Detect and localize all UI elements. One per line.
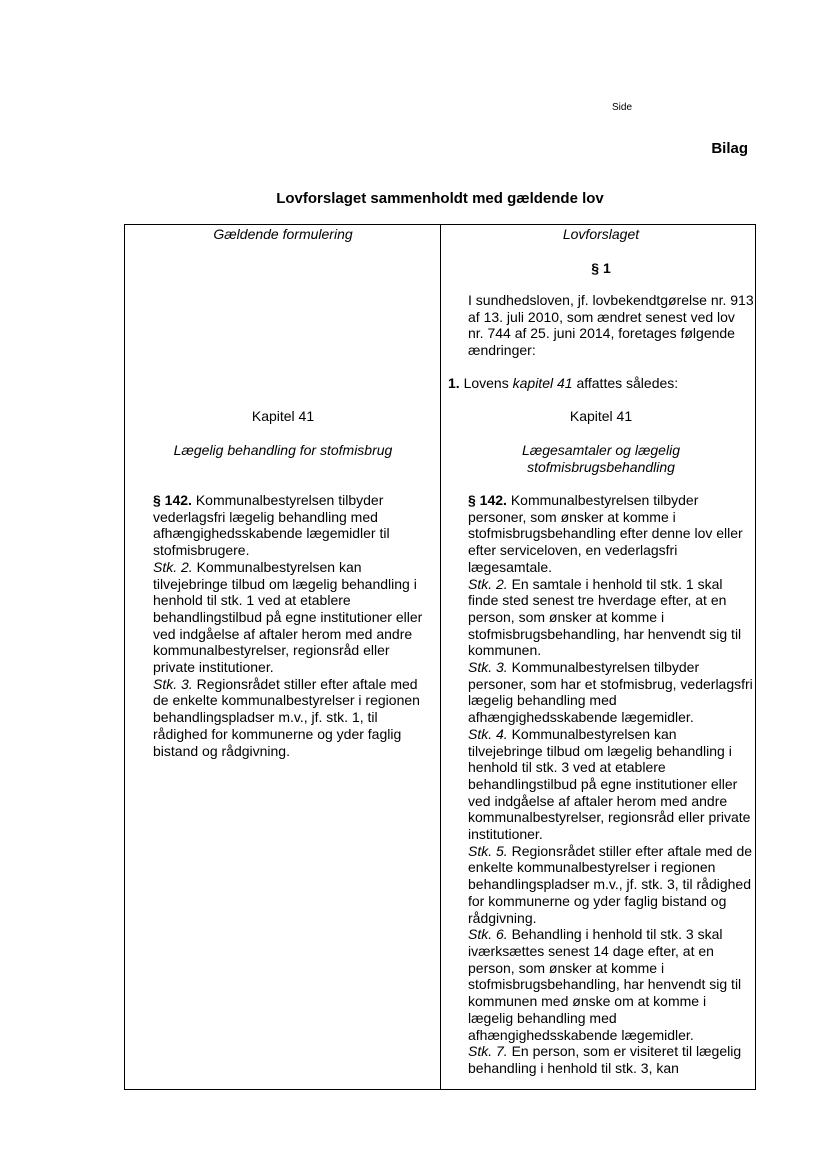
right-stk6-paragraph [448, 926, 754, 1043]
left-stk2-label: Stk. 2. [153, 558, 193, 575]
bill-item-1-pre: Lovens [459, 375, 513, 391]
right-s142-paragraph [448, 492, 754, 576]
bill-item-1-number: 1. [448, 375, 460, 391]
right-s142-text: Kommunalbestyrelsen tilbyder personer, som ønsker at komme i stofmisbrugsbehandling efter denne lov eller efter serviceloven, en vederlagsfri lægesamtale. [468, 492, 743, 575]
right-stk7-paragraph [448, 1043, 754, 1076]
right-stk5-label: Stk. 5. [468, 842, 508, 859]
right-stk3-label: Stk. 3. [468, 659, 508, 676]
right-stk2-text: En samtale i henhold til stk. 1 skal finde sted senest tre hverdage efter, at en person, som ønsker at komme i stofmisbrugsbehandling, har henvendt sig til kommunen. [468, 575, 742, 659]
right-stk3-paragraph [448, 659, 754, 726]
right-chapter-title: Lægesamtaler og lægelig stofmisbrugsbehandling [522, 442, 680, 475]
right-stk2-paragraph [448, 576, 754, 660]
left-stk2-text: Kommunalbestyrelsen kan tilvejebringe tilbud om lægelig behandling i henhold til stk. 1 ved at etablere behandlingstilbud på egne institutioner eller ved indgåelse af aftaler herom med andre kommunalbestyrelser, regionsråd eller private institutioner. [153, 558, 423, 676]
column-divider [440, 225, 441, 1089]
right-stk2-label: Stk. 2. [468, 575, 508, 592]
left-chapter-number: Kapitel 41 [251, 408, 315, 424]
bill-header: Lovforslaget [562, 226, 640, 242]
left-stk3-label: Stk. 3. [153, 675, 193, 692]
left-s142-text: Kommunalbestyrelsen tilbyder vederlagsfri lægelig behandling med afhængighedsskabende lægemidler til stofmisbrugere. [153, 492, 390, 559]
left-stk3-text: Regionsrådet stiller efter aftale med de enkelte kommunalbestyrelser i regionen behandlingspladser m.v., jf. stk. 1, til rådighed for kommunerne og yder faglig bistand og rådgivning. [153, 675, 420, 759]
bill-section-number: § 1 [591, 260, 611, 276]
right-section-142 [448, 492, 754, 1077]
right-stk4-text: Kommunalbestyrelsen kan tilvejebringe tilbud om lægelig behandling i henhold til stk. 3 ved at etablere behandlingstilbud på egne institutioner eller ved indgåelse af aftaler herom med andre kommunalbestyrelser, regionsråd eller private institutioner. [468, 725, 751, 843]
right-stk6-text: Behandling i henhold til stk. 3 skal iværksættes senest 14 dage efter, at en person, som ønsker at komme i stofmisbrugsbehandling, har henvendt sig til kommunen med ønske om at komme i lægelig behandling med afhængighedsskabende lægemidler. [468, 926, 742, 1043]
appendix-label: Bilag [711, 140, 748, 157]
right-s142-label: § 142. [468, 492, 507, 508]
page-side-label: Side [612, 102, 633, 113]
right-chapter-number: Kapitel 41 [569, 408, 633, 424]
right-stk3-text: Kommunalbestyrelsen tilbyder personer, som har et stofmisbrug, vederlagsfri lægelig behandling med afhængighedsskabende lægemidler. [468, 659, 753, 726]
right-stk5-paragraph [448, 843, 754, 927]
right-stk4-paragraph [448, 726, 754, 843]
left-s142-paragraph [133, 492, 433, 559]
right-stk4-label: Stk. 4. [468, 725, 508, 742]
left-s142-label: § 142. [153, 492, 192, 508]
bill-item-1-ref: kapitel 41 [512, 375, 573, 391]
right-stk6-label: Stk. 6. [468, 926, 508, 943]
comparison-table [124, 224, 756, 1090]
bill-intro: I sundhedsloven, jf. lovbekendtgørelse nr. 913 af 13. juli 2010, som ændret senest ved lov nr. 744 af 25. juni 2014, foretages følgende ændringer: [468, 292, 754, 359]
right-stk7-text: En person, som er visiteret til lægelig behandling i henhold til stk. 3, kan [468, 1043, 742, 1076]
document-title: Lovforslaget sammenholdt med gældende lov [276, 190, 604, 207]
right-stk7-label: Stk. 7. [468, 1043, 508, 1060]
bill-item-1 [448, 375, 754, 392]
left-stk3-paragraph [133, 676, 433, 760]
right-stk5-text: Regionsrådet stiller efter aftale med de enkelte kommunalbestyrelser i regionen behandlingspladser m.v., jf. stk. 3, til rådighed for kommunerne og yder faglig bistand og rådgivning. [468, 842, 753, 926]
left-chapter-title: Lægelig behandling for stofmisbrug [173, 442, 393, 458]
current-law-header: Gældende formulering [213, 226, 353, 242]
left-section-142 [133, 492, 433, 759]
bill-item-1-post: affattes således: [572, 375, 679, 391]
left-stk2-paragraph [133, 559, 433, 676]
